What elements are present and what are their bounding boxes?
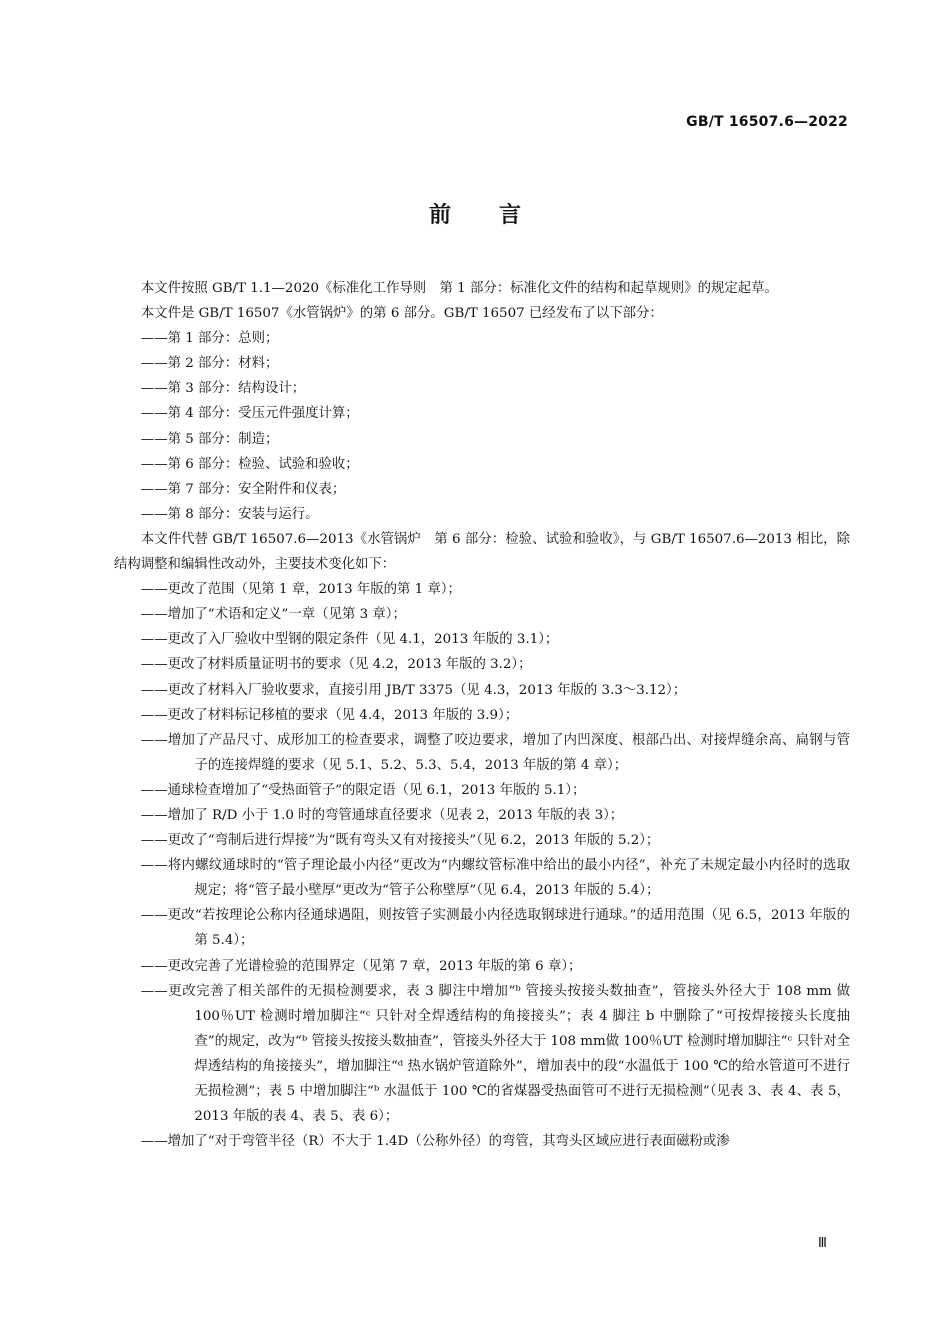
list-item: ——通球检查增加了“受热面管子”的限定语（见 6.1，2013 年版的 5.1）； [140,782,586,798]
list-item: ——更改了“弯制后进行焊接”为“既有弯头又有对接接头”（见 6.2，2013 年版的 5.2）； [140,833,660,849]
page-title [0,198,950,229]
list-item: ——更改了材料质量证明书的要求（见 4.2，2013 年版的 3.2）； [140,657,532,673]
title-char-1: 前 [428,203,451,228]
list-item: ——第 4 部分：受压元件强度计算； [140,406,359,422]
list-item: ——第 6 部分：检验、试验和验收； [140,456,359,472]
list-item: ——增加了产品尺寸、成形加工的检查要求，调整了咬边要求，增加了内凹深度、根部凸出、对接焊缝余高、扁钢与管子的连接焊缝的要求（见 5.1、5.2、5.3、5.4，2013 年版的第 4 章）； [140,732,850,773]
list-item: ——更改了范围（见第 1 章，2013 年版的第 1 章）； [140,582,461,598]
list-item: ——将内螺纹通球时的“管子理论最小内径”更改为“内螺纹管标准中给出的最小内径”，补充了未规定最小内径时的选取规定；将“管子最小壁厚”更改为“管子公称壁厚”（见 6.4，2013 年版的 5.4）； [140,858,850,899]
parts-list [114,326,850,527]
paragraph-replacement: 本文件代替 GB/T 16507.6—2013《水管锅炉 第 6 部分：检验、试验和验收》，与 GB/T 16507.6—2013 相比，除结构调整和编辑性改动外，主要技术变化如下： [114,531,850,573]
list-item: ——更改“若按理论公称内径通球遇阻，则按管子实测最小内径选取钢球进行通球。”的适用范围（见 6.5，2013 年版的第 5.4）； [140,908,850,949]
list-item: ——第 2 部分：材料； [140,356,279,372]
list-item: ——更改了材料入厂验收要求，直接引用 JB/T 3375（见 4.3，2013 年版的 3.3～3.12）； [140,682,687,698]
list-item: ——第 7 部分：安全附件和仪表； [140,481,346,497]
paragraph-drafting: 本文件按照 GB/T 1.1—2020《标准化工作导则 第 1 部分：标准化文件的结构和起草规则》的规定起草。 [140,281,778,296]
list-item: ——第 3 部分：结构设计； [140,381,306,397]
list-item: ——更改了材料标记移植的要求（见 4.4，2013 年版的 3.9）； [140,707,519,723]
document-body [114,276,850,1154]
list-item: ——更改完善了光谱检验的范围界定（见第 7 章，2013 年版的第 6 章）； [140,958,582,974]
list-item: ——更改了入厂验收中型钢的限定条件（见 4.1，2013 年版的 3.1）； [140,632,559,648]
changes-list [114,577,850,1154]
paragraph-parts-intro: 本文件是 GB/T 16507《水管锅炉》的第 6 部分。GB/T 16507 已经发布了以下部分： [140,306,663,322]
list-item: ——增加了“对于弯管半径（R）不大于 1.4D（公称外径）的弯管，其弯头区域应进行表面磁粉或渗 [140,1134,730,1150]
list-item: ——第 5 部分：制造； [140,431,279,447]
page-number: Ⅲ [818,1236,827,1251]
list-item: ——第 8 部分：安装与运行。 [140,506,319,522]
list-item: ——增加了“术语和定义”一章（见第 3 章）； [140,607,406,623]
list-item: ——更改完善了相关部件的无损检测要求，表 3 脚注中增加“ᵇ 管接头按接头数抽查”，管接头外径大于 108 mm 做 100％UT 检测时增加脚注“ᶜ 只针对全焊透结构的角接接头”；表 4 脚注 b 中删除了“可按焊接接头长度抽查”的规定，改为“ᵇ 管接头按接头数抽查”，管接头外径大于 108 mm做 100％UT 检测时增加脚注“ᶜ 只针对全焊透结构的角接接头”，增加脚注“ᵈ 热水锅炉管道除外”，增加表中的段“水温低于 100 ℃的给水管道可不进行无损检测”；表 5 中增加脚注“ᵇ 水温低于 100 ℃的省煤器受热面管可不进行无损检测”（见表 3、表 4、表 5，2013 年版的表 4、表 5、表 6）； [140,983,850,1125]
list-item: ——增加了 R/D 小于 1.0 时的弯管通球直径要求（见表 2，2013 年版的表 3）； [140,807,624,823]
list-item: ——第 1 部分：总则； [140,331,279,347]
standard-number: GB/T 16507.6—2022 [686,114,848,130]
title-char-2: 言 [499,203,522,228]
